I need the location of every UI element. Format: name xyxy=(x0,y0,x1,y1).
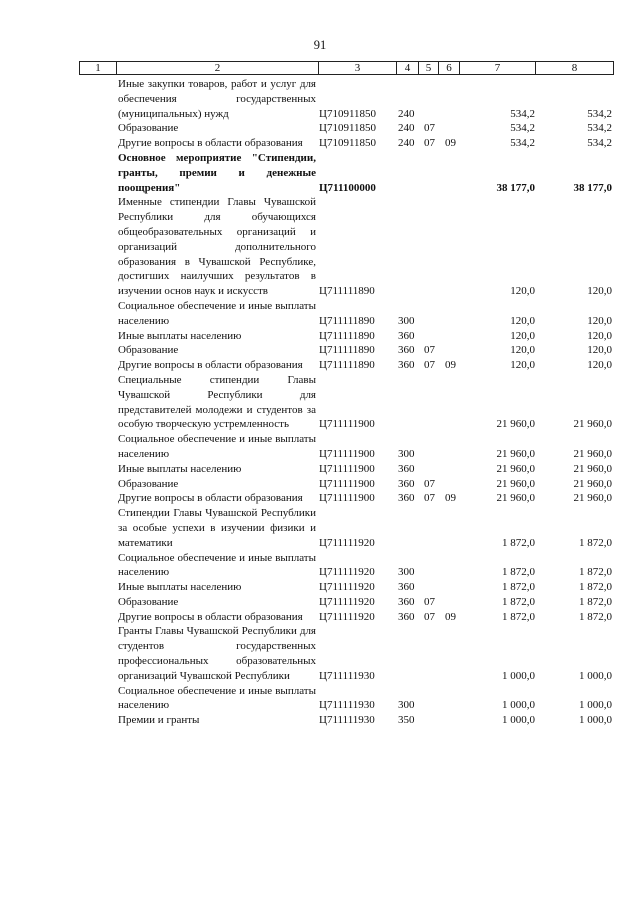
table-row xyxy=(0,624,640,683)
table-row xyxy=(0,713,640,728)
table-row xyxy=(0,462,640,477)
cell-code: Ц710911850 xyxy=(319,107,377,120)
cell-c8: 120,0 xyxy=(587,329,612,342)
cell-name: Социальное обеспечение и иные выплаты населению xyxy=(118,684,316,712)
table-row xyxy=(0,432,640,462)
cell-c8: 21 960,0 xyxy=(573,462,612,475)
cell-code: Ц711111890 xyxy=(319,344,375,357)
cell-c4: 360 xyxy=(398,359,415,372)
cell-c8: 120,0 xyxy=(587,285,612,298)
cell-c4: 300 xyxy=(398,566,415,579)
cell-c4: 360 xyxy=(398,462,415,475)
cell-code: Ц711111930 xyxy=(319,699,375,712)
cell-name: Основное мероприятие "Стипендии, гранты, премии и денежные поощрения" xyxy=(118,151,316,194)
cell-c8: 1 872,0 xyxy=(579,595,612,608)
cell-c4: 360 xyxy=(398,329,415,342)
cell-c8: 120,0 xyxy=(587,359,612,372)
cell-code: Ц711111930 xyxy=(319,669,375,682)
header-col-1: 1 xyxy=(80,62,117,74)
budget-table-body xyxy=(0,77,640,728)
cell-c8: 1 872,0 xyxy=(579,566,612,579)
cell-code: Ц711111890 xyxy=(319,329,375,342)
cell-name: Образование xyxy=(118,477,179,490)
cell-code: Ц711111920 xyxy=(319,610,375,623)
table-row xyxy=(0,77,640,121)
cell-code: Ц710911850 xyxy=(319,122,377,135)
table-row xyxy=(0,506,640,550)
cell-c8: 38 177,0 xyxy=(573,181,612,194)
cell-name: Иные выплаты населению xyxy=(118,462,242,475)
cell-c8: 1 872,0 xyxy=(579,581,612,594)
header-col-7: 7 xyxy=(460,62,536,74)
table-row xyxy=(0,195,640,299)
table-header xyxy=(79,61,614,75)
table-row xyxy=(0,477,640,492)
cell-name: Иные закупки товаров, работ и услуг для обеспечения государственных (муниципальных) нужд xyxy=(118,78,316,120)
header-col-8: 8 xyxy=(571,62,578,74)
cell-c7: 21 960,0 xyxy=(496,418,535,431)
header-col-4: 4 xyxy=(397,62,419,74)
cell-name: Гранты Главы Чувашской Республики для студентов государственных профессиональных образовательных организаций Чувашской Республики xyxy=(118,625,316,682)
table-row xyxy=(0,491,640,506)
table-row xyxy=(0,580,640,595)
cell-name: Другие вопросы в области образования xyxy=(118,610,303,623)
cell-c7: 1 872,0 xyxy=(502,610,535,623)
cell-c4: 350 xyxy=(398,714,415,727)
cell-code: Ц711111920 xyxy=(319,536,375,549)
cell-c6: 09 xyxy=(445,610,456,623)
cell-c7: 120,0 xyxy=(510,285,535,298)
cell-c8: 1 000,0 xyxy=(579,669,612,682)
cell-c7: 38 177,0 xyxy=(496,181,535,194)
cell-c7: 21 960,0 xyxy=(496,462,535,475)
cell-code: Ц711111920 xyxy=(319,566,375,579)
cell-c8: 21 960,0 xyxy=(573,492,612,505)
cell-code: Ц711111900 xyxy=(319,492,375,505)
cell-c8: 21 960,0 xyxy=(573,447,612,460)
cell-c7: 1 872,0 xyxy=(502,581,535,594)
cell-c7: 1 000,0 xyxy=(502,714,535,727)
cell-c5: 07 xyxy=(424,477,435,490)
table-row xyxy=(0,551,640,581)
cell-c8: 21 960,0 xyxy=(573,477,612,490)
cell-code: Ц710911850 xyxy=(319,137,377,150)
cell-c8: 1 000,0 xyxy=(579,699,612,712)
table-row xyxy=(0,121,640,136)
cell-name: Другие вопросы в области образования xyxy=(118,492,303,505)
cell-name: Социальное обеспечение и иные выплаты населению xyxy=(118,433,316,460)
header-col-3: 3 xyxy=(319,62,397,74)
cell-c7: 120,0 xyxy=(510,314,535,327)
cell-c7: 21 960,0 xyxy=(496,447,535,460)
cell-c6: 09 xyxy=(445,492,456,505)
cell-code: Ц711111890 xyxy=(319,359,375,372)
cell-c4: 360 xyxy=(398,595,415,608)
cell-c7: 120,0 xyxy=(510,359,535,372)
cell-c4: 240 xyxy=(398,107,415,120)
cell-c7: 120,0 xyxy=(510,344,535,357)
cell-name: Социальное обеспечение и иные выплаты населению xyxy=(118,299,316,327)
cell-c4: 300 xyxy=(398,447,415,460)
cell-c7: 21 960,0 xyxy=(496,477,535,490)
cell-c5: 07 xyxy=(424,344,435,357)
cell-c7: 1 000,0 xyxy=(502,699,535,712)
cell-c7: 1 872,0 xyxy=(502,566,535,579)
page-number: 91 xyxy=(313,38,327,52)
cell-c7: 534,2 xyxy=(510,107,535,120)
cell-c4: 240 xyxy=(398,137,415,150)
cell-code: Ц711111900 xyxy=(319,418,375,431)
cell-c4: 360 xyxy=(398,492,415,505)
cell-name: Образование xyxy=(118,122,179,135)
table-row xyxy=(0,299,640,329)
cell-c5: 07 xyxy=(424,595,435,608)
cell-name: Стипендии Главы Чувашской Республики за особые успехи в изучении физики и математики xyxy=(118,507,316,549)
cell-name: Другие вопросы в области образования xyxy=(118,359,303,372)
cell-name: Именные стипендии Главы Чувашской Республики для обучающихся общеобразовательных организаций и организаций дополнительного образования в Чувашской Республике, достигших наилучших результатов в изучении основ наук и искусств xyxy=(118,196,316,298)
cell-c7: 1 872,0 xyxy=(502,536,535,549)
cell-c5: 07 xyxy=(424,122,435,135)
cell-c8: 534,2 xyxy=(587,107,612,120)
cell-c4: 300 xyxy=(398,314,415,327)
cell-c7: 120,0 xyxy=(510,329,535,342)
table-row xyxy=(0,358,640,373)
table-row xyxy=(0,343,640,358)
header-col-6: 6 xyxy=(439,62,460,74)
header-col-2: 2 xyxy=(117,62,319,74)
table-row xyxy=(0,136,640,151)
cell-c7: 21 960,0 xyxy=(496,492,535,505)
cell-c7: 534,2 xyxy=(510,122,535,135)
table-row xyxy=(0,684,640,714)
table-row xyxy=(0,610,640,625)
cell-c8: 1 000,0 xyxy=(579,714,612,727)
cell-code: Ц711111900 xyxy=(319,447,375,460)
table-row xyxy=(0,595,640,610)
cell-c8: 1 872,0 xyxy=(579,536,612,549)
cell-c5: 07 xyxy=(424,359,435,372)
cell-c5: 07 xyxy=(424,492,435,505)
cell-c8: 1 872,0 xyxy=(579,610,612,623)
cell-c8: 534,2 xyxy=(587,122,612,135)
table-row xyxy=(0,151,640,195)
cell-c8: 534,2 xyxy=(587,137,612,150)
table-row xyxy=(0,329,640,344)
cell-c4: 300 xyxy=(398,699,415,712)
cell-c7: 534,2 xyxy=(510,137,535,150)
cell-c4: 360 xyxy=(398,581,415,594)
cell-c7: 1 872,0 xyxy=(502,595,535,608)
cell-c8: 21 960,0 xyxy=(573,418,612,431)
cell-name: Иные выплаты населению xyxy=(118,581,242,594)
cell-code: Ц711111890 xyxy=(319,314,375,327)
cell-name: Образование xyxy=(118,595,179,608)
cell-name: Социальное обеспечение и иные выплаты населению xyxy=(118,551,316,579)
cell-c7: 1 000,0 xyxy=(502,669,535,682)
cell-c6: 09 xyxy=(445,137,456,150)
cell-name: Другие вопросы в области образования xyxy=(118,137,303,150)
cell-name: Иные выплаты населению xyxy=(118,329,242,342)
cell-c4: 240 xyxy=(398,122,415,135)
cell-code: Ц711100000 xyxy=(319,181,376,194)
cell-code: Ц711111930 xyxy=(319,714,375,727)
cell-c8: 120,0 xyxy=(587,314,612,327)
cell-c6: 09 xyxy=(445,359,456,372)
cell-c4: 360 xyxy=(398,610,415,623)
cell-c8: 120,0 xyxy=(587,344,612,357)
cell-name: Образование xyxy=(118,344,179,357)
header-col-5: 5 xyxy=(419,62,439,74)
cell-code: Ц711111920 xyxy=(319,581,375,594)
cell-code: Ц711111900 xyxy=(319,462,375,475)
cell-name: Специальные стипендии Главы Чувашской Республики для представителей молодежи и студентов за особую творческую устремленность xyxy=(118,373,316,431)
cell-c4: 360 xyxy=(398,344,415,357)
cell-code: Ц711111900 xyxy=(319,477,375,490)
cell-name: Премии и гранты xyxy=(118,714,200,727)
cell-code: Ц711111890 xyxy=(319,285,375,298)
cell-c5: 07 xyxy=(424,610,435,623)
cell-c4: 360 xyxy=(398,477,415,490)
cell-code: Ц711111920 xyxy=(319,595,375,608)
table-row xyxy=(0,373,640,432)
cell-c5: 07 xyxy=(424,137,435,150)
